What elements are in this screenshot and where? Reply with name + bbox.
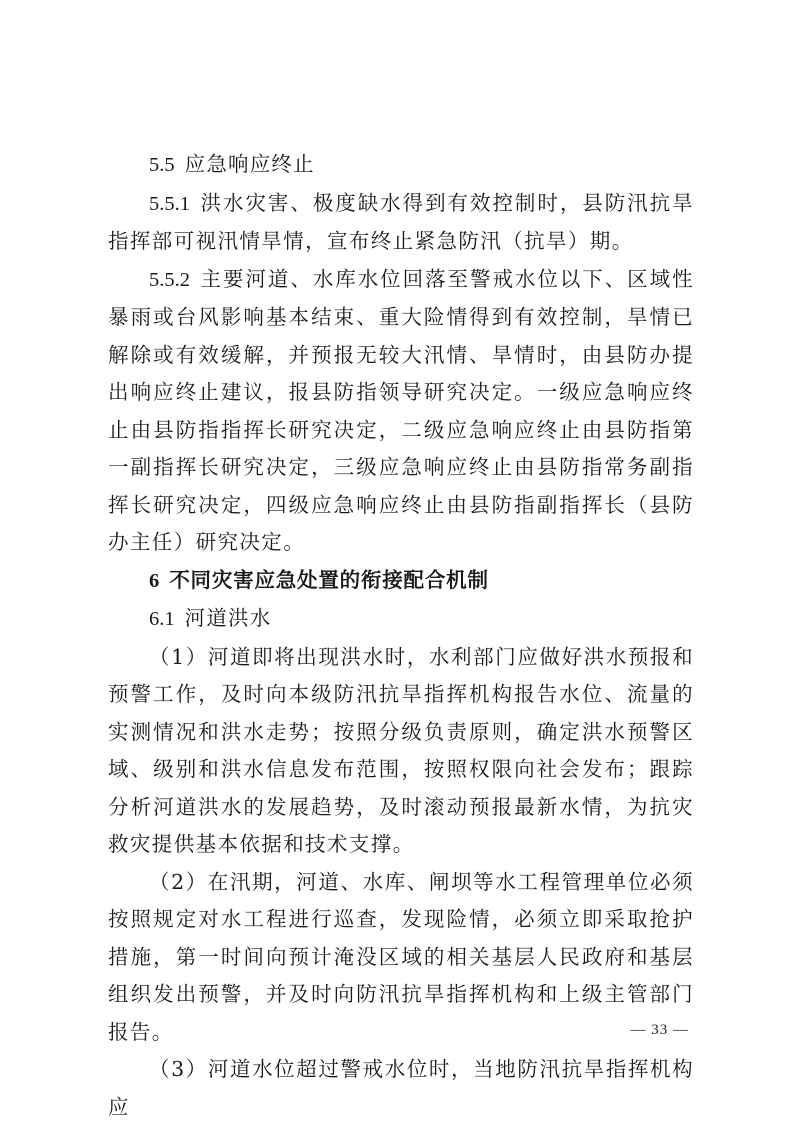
paragraph-5-5-2 <box>108 261 694 562</box>
section-heading-6 <box>108 562 694 601</box>
paragraph-item-1: （1）河道即将出现洪水时，水利部门应做好洪水预报和预警工作，及时向本级防汛抗旱指挥机构报告水位、流量的实测情况和洪水走势；按照分级负责原则，确定洪水预警区域、级别和洪水信息发布范围，按照权限向社会发布；跟踪分析河道洪水的发展趋势，及时滚动预报最新水情，为抗灾救灾提供基本依据和技术支撑。 <box>108 644 694 856</box>
page-number: — 33 — <box>630 1022 689 1038</box>
clause-number: 5.5.2 <box>149 268 190 291</box>
clause-number: 5.5.1 <box>149 192 190 215</box>
section-title: 不同灾害应急处置的衔接配合机制 <box>169 567 489 592</box>
clause-text: 主要河道、水库水位回落至警戒水位以下、区域性暴雨或台风影响基本结束、重大险情得到有效控制，旱情已解除或有效缓解，并预报无较大汛情、旱情时，由县防办提出响应终止建议，报县防指领导研究决定。一级应急响应终止由县防指指挥长研究决定，二级应急响应终止由县防指第一副指挥长研究决定，三级应急响应终止由县防指常务副指挥长研究决定，四级应急响应终止由县防指副指挥长（县防办主任）研究决定。 <box>108 266 694 554</box>
section-number: 5.5 <box>149 154 175 176</box>
paragraph-item-3: （3）河道水位超过警戒水位时，当地防汛抗旱指挥机构应 <box>108 1057 694 1119</box>
section-title: 河道洪水 <box>184 606 272 630</box>
paragraph-5-5-1 <box>108 185 694 261</box>
section-heading-6-1 <box>108 600 694 639</box>
clause-text: 洪水灾害、极度缺水得到有效控制时，县防汛抗旱指挥部可视汛情旱情，宣布终止紧急防汛（抗旱）期。 <box>108 190 694 253</box>
paragraph-item-2: （2）在汛期，河道、水库、闸坝等水工程管理单位必须按照规定对水工程进行巡查，发现险情，必须立即采取抢护措施，第一时间向预计淹没区域的相关基层人民政府和基层组织发出预警，并及时向防汛抗旱指挥机构和上级主管部门报告。 <box>108 869 694 1044</box>
section-number: 6.1 <box>149 608 175 630</box>
section-title: 应急响应终止 <box>184 152 315 176</box>
section-heading-5-5 <box>108 146 694 185</box>
section-number: 6 <box>149 569 160 592</box>
document-body <box>108 146 694 1126</box>
